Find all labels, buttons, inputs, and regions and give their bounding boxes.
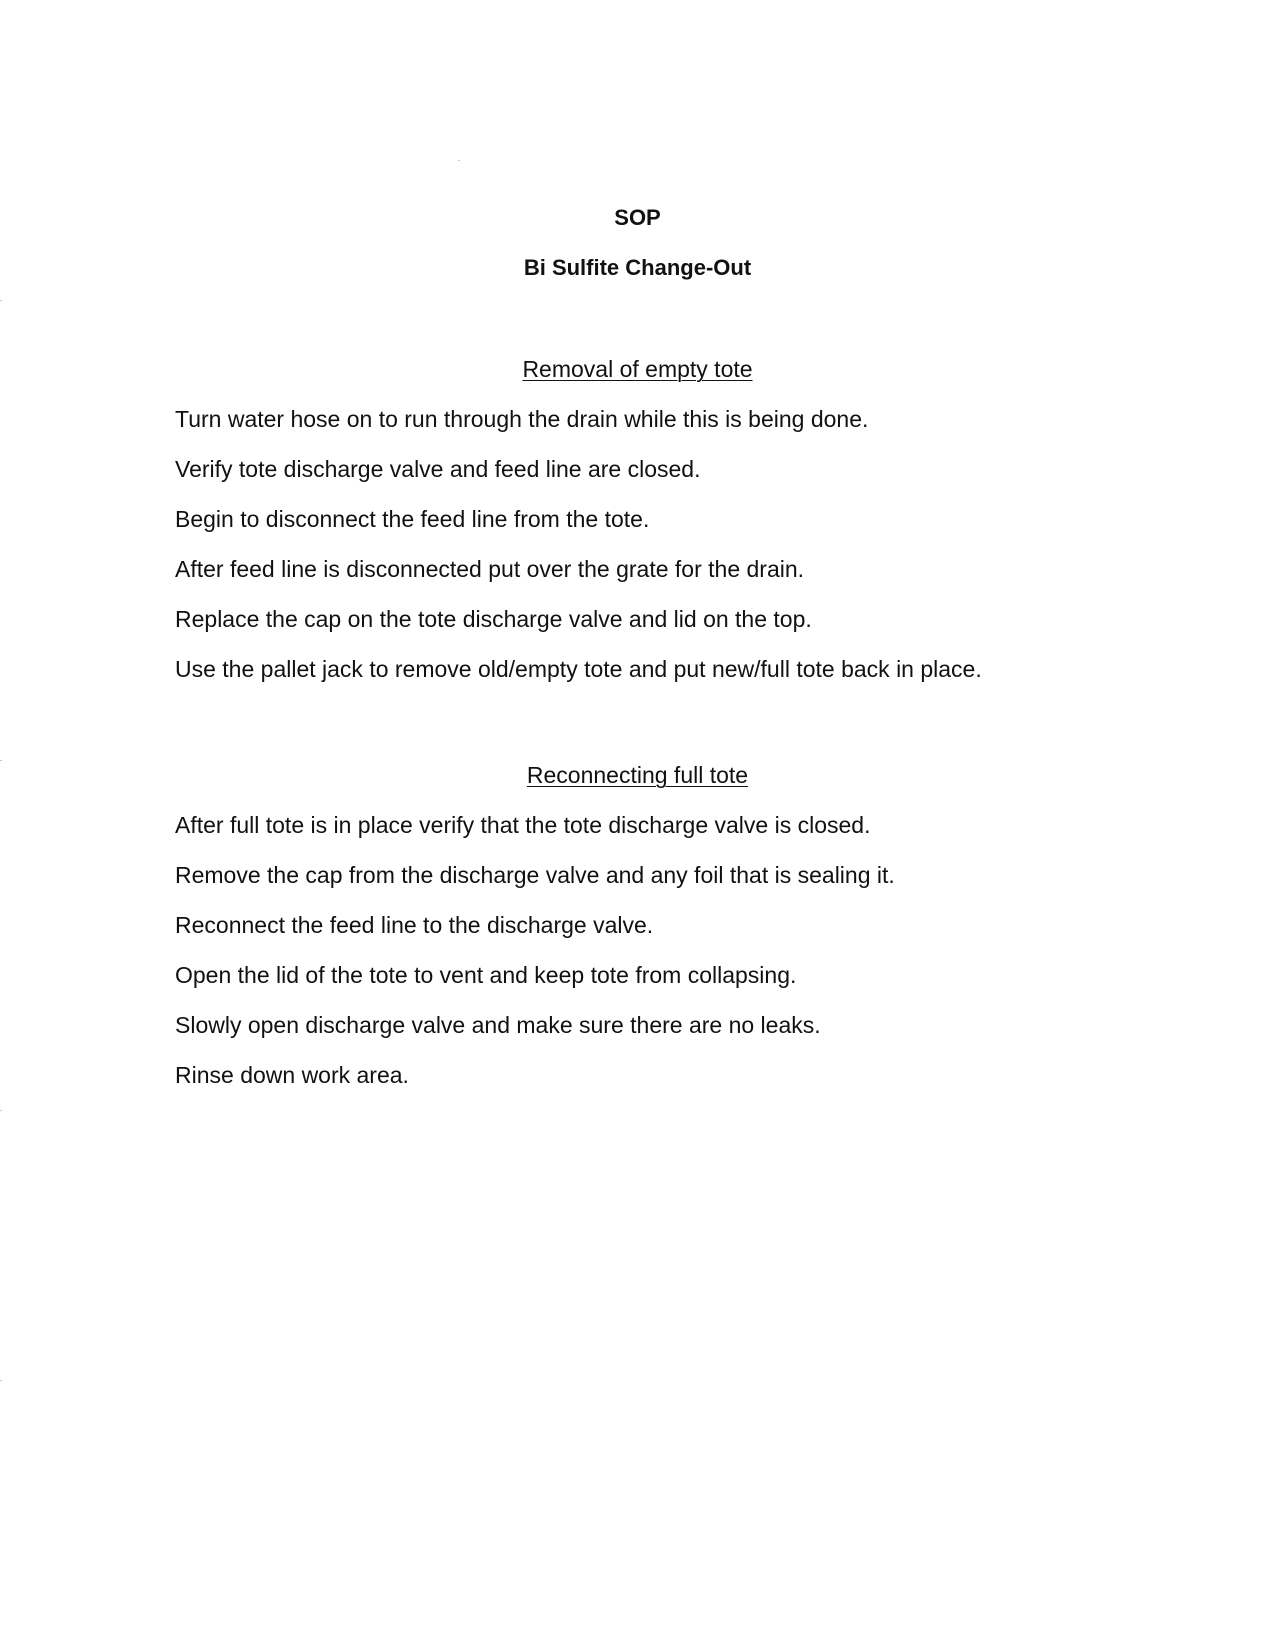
reconnecting-steps-list [175,810,1225,1110]
list-item: Replace the cap on the tote discharge valve and lid on the top. [175,606,812,632]
list-item: After full tote is in place verify that the tote discharge valve is closed. [175,812,871,838]
list-item: Reconnect the feed line to the discharge valve. [175,912,654,938]
section-heading-reconnecting: Reconnecting full tote [526,762,749,788]
scan-speck [0,1110,2,1111]
list-item: Turn water hose on to run through the drain while this is being done. [175,406,869,432]
list-item: Slowly open discharge valve and make sure there are no leaks. [175,1012,821,1038]
list-item: Begin to disconnect the feed line from the tote. [175,506,650,532]
list-item: Open the lid of the tote to vent and keep tote from collapsing. [175,962,797,988]
removal-steps-list [175,404,1225,704]
list-item: Use the pallet jack to remove old/empty tote and put new/full tote back in place. [175,656,982,682]
list-item: Verify tote discharge valve and feed line are closed. [175,456,701,482]
scan-speck [458,160,460,161]
list-item: Remove the cap from the discharge valve and any foil that is sealing it. [175,862,895,888]
list-item: Rinse down work area. [175,1062,409,1088]
document-title: SOP [614,205,661,230]
scan-speck [0,1380,2,1381]
section-heading-removal: Removal of empty tote [522,356,753,382]
list-item: After feed line is disconnected put over the grate for the drain. [175,556,805,582]
scan-speck [0,300,2,301]
scan-speck [0,760,2,761]
document-subtitle: Bi Sulfite Change-Out [523,255,752,280]
